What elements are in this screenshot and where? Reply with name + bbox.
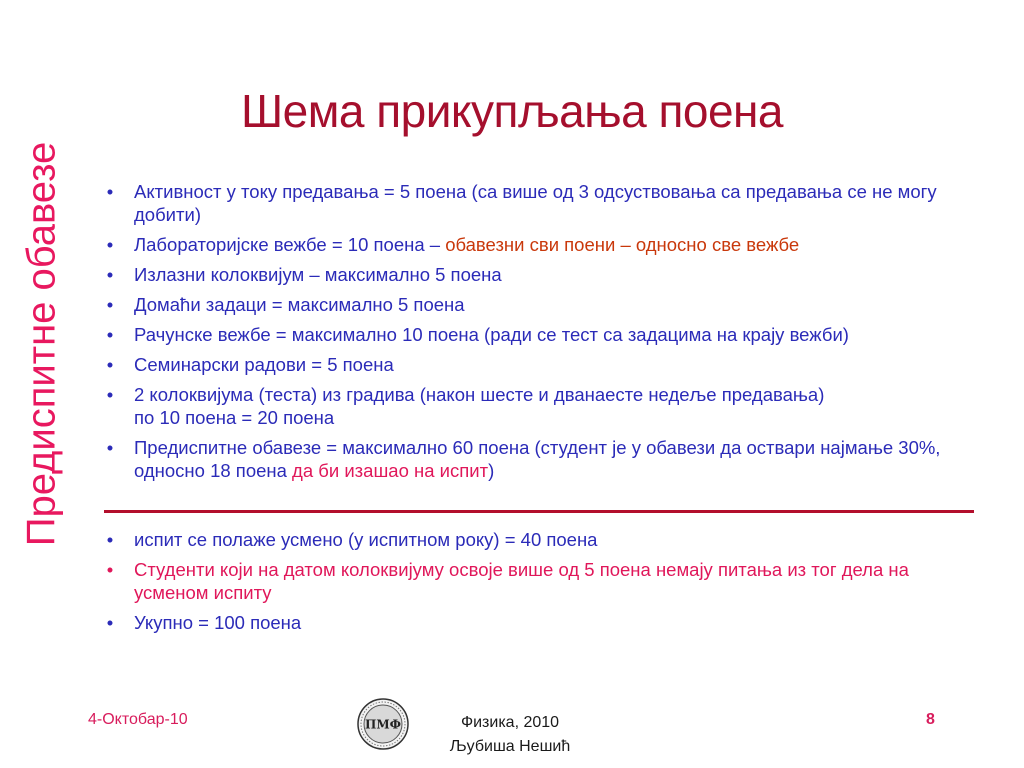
item-text: Активност у току предавања = 5 поена (са више од 3 одсуствовања са предавања се не могу добити) <box>134 181 937 225</box>
bullet-icon: • <box>106 437 114 458</box>
bullet-icon: • <box>106 612 114 633</box>
university-seal-icon <box>356 697 410 751</box>
author-name: Љубиша Нешић <box>449 738 571 755</box>
section-divider <box>104 510 974 513</box>
list-item <box>100 528 960 551</box>
list-item <box>100 323 960 346</box>
bullet-icon: • <box>106 181 114 202</box>
list-item <box>100 180 960 226</box>
list-item <box>100 293 960 316</box>
footer-date: 4-Октобар-10 <box>88 711 188 728</box>
bullet-icon: • <box>106 559 114 580</box>
exam-list <box>100 528 960 641</box>
bullet-icon: • <box>106 294 114 315</box>
list-item <box>100 233 960 256</box>
page-number: 8 <box>926 711 935 728</box>
side-section-title: Предиспитне обавезе <box>19 141 64 547</box>
item-text: Излазни колоквијум – максимално 5 поена <box>134 264 502 285</box>
footer-course <box>410 711 610 759</box>
slide-title: Шема прикупљања поена <box>240 85 784 137</box>
item-text: 2 колоквијума (теста) из градива (након шесте и дванаесте недеље предавања) <box>134 384 825 405</box>
list-item <box>100 383 960 429</box>
item-text: Домаћи задаци = максимално 5 поена <box>134 294 465 315</box>
item-text: испит се полаже усмено (у испитном року) = 40 поена <box>134 529 598 550</box>
item-text: Лабораторијске вежбе = 10 поена – <box>134 234 446 255</box>
bullet-icon: • <box>106 529 114 550</box>
item-text: по 10 поена = 20 поена <box>134 407 335 428</box>
requirements-list <box>100 180 960 489</box>
bullet-icon: • <box>106 234 114 255</box>
item-text: Предиспитне обавезе = максимално 60 поена (студент је у обавези да оствари најмање 30%, односно 18 поена <box>134 437 941 481</box>
course-name: Физика, 2010 <box>460 714 560 731</box>
list-item <box>100 558 960 604</box>
list-item <box>100 611 960 634</box>
list-item <box>100 353 960 376</box>
svg-text:ПМФ: ПМФ <box>365 717 401 732</box>
bullet-icon: • <box>106 264 114 285</box>
item-text: Укупно = 100 поена <box>134 612 302 633</box>
item-text: Семинарски радови = 5 поена <box>134 354 394 375</box>
item-text: Студенти који на датом колоквијуму освоје више од 5 поена немају питања из тог дела на усменом испиту <box>134 559 909 603</box>
item-text: Рачунске вежбе = максимално 10 поена (ради се тест са задацима на крају вежби) <box>134 324 849 345</box>
item-text: ) <box>488 460 495 481</box>
bullet-icon: • <box>106 384 114 405</box>
item-text: да би изашао на испит <box>292 460 489 481</box>
item-text: обавезни сви поени – односно све вежбе <box>445 234 800 255</box>
list-item <box>100 263 960 286</box>
bullet-icon: • <box>106 354 114 375</box>
bullet-icon: • <box>106 324 114 345</box>
list-item <box>100 436 960 482</box>
